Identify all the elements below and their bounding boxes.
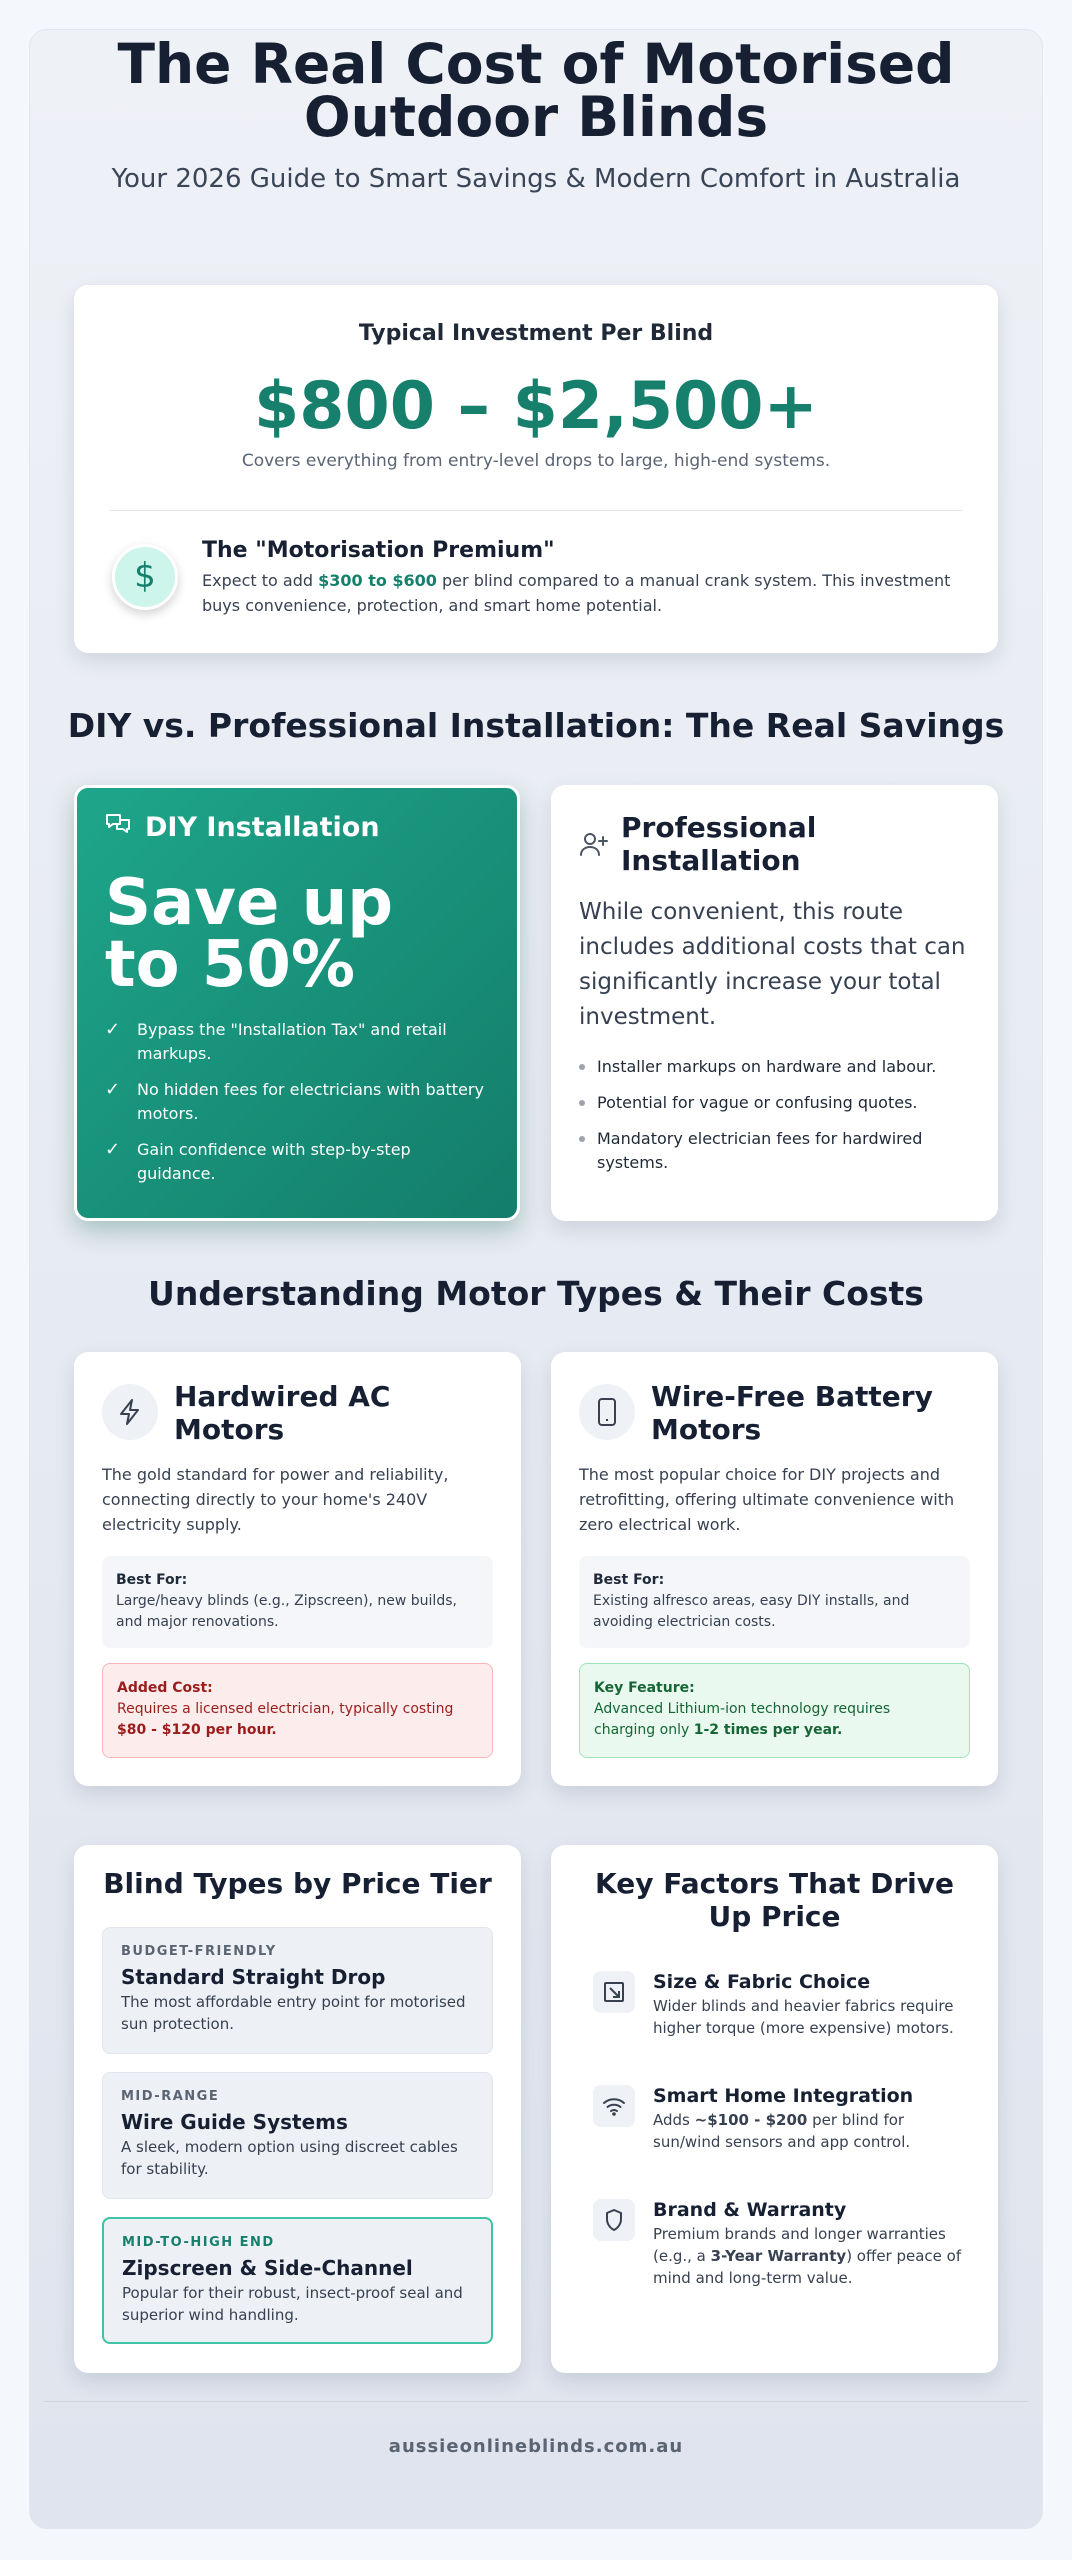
diy-title: DIY Installation bbox=[145, 812, 380, 843]
tier-title: Zipscreen & Side-Channel bbox=[122, 2256, 413, 2280]
bullet-icon bbox=[579, 1136, 585, 1142]
premium-title: The "Motorisation Premium" bbox=[202, 538, 555, 563]
pro-title-line-2: Installation bbox=[621, 844, 801, 877]
price-factors-heading bbox=[551, 1867, 998, 1933]
tier-description: The most affordable entry point for motorised sun protection. bbox=[121, 1993, 466, 2033]
factor-text-pre: Adds bbox=[653, 2111, 695, 2129]
tier-label: MID-RANGE bbox=[121, 2089, 220, 2104]
footer-site: aussieonlineblinds.com.au bbox=[388, 2436, 684, 2457]
pro-card bbox=[551, 785, 998, 1221]
check-icon: ✓ bbox=[105, 1079, 121, 1100]
motors-heading: Understanding Motor Types & Their Costs bbox=[148, 1274, 924, 1313]
factor-title: Brand & Warranty bbox=[653, 2199, 847, 2221]
battery-motor-description: The most popular choice for DIY projects and retrofitting, offering ultimate convenience with zero electrical work. bbox=[579, 1465, 955, 1534]
factor-brand-warranty bbox=[593, 2199, 968, 2289]
battery-motor-card bbox=[551, 1352, 998, 1786]
premium-text-pre: Expect to add bbox=[202, 571, 319, 590]
factor-content bbox=[653, 2199, 968, 2289]
list-item bbox=[579, 1055, 970, 1079]
key-feature-label: Key Feature: bbox=[594, 1680, 695, 1696]
pro-title bbox=[621, 811, 816, 877]
tier-label: BUDGET-FRIENDLY bbox=[121, 1944, 277, 1959]
factor-text bbox=[653, 2223, 968, 2289]
factor-highlight: 3-Year Warranty bbox=[710, 2247, 847, 2265]
premium-highlight: $300 to $600 bbox=[318, 571, 437, 590]
title-line-2: Outdoor Blinds bbox=[303, 85, 769, 149]
pro-point: Mandatory electrician fees for hardwired systems. bbox=[597, 1129, 923, 1172]
footer-divider bbox=[44, 2401, 1028, 2402]
bullet-icon bbox=[579, 1064, 585, 1070]
pro-description: While convenient, this route includes additional costs that can significantly increase your total investment. bbox=[579, 899, 966, 1030]
tier-mid-range bbox=[102, 2072, 493, 2199]
tier-mid-to-high bbox=[102, 2217, 493, 2344]
investment-value: $800 – $2,500+ bbox=[254, 369, 818, 444]
factor-content bbox=[653, 1971, 968, 2039]
tier-title: Standard Straight Drop bbox=[121, 1965, 386, 1989]
factor-text bbox=[653, 1995, 968, 2039]
title-line-1: The Real Cost of Motorised bbox=[117, 32, 955, 96]
list-item bbox=[105, 1078, 493, 1126]
premium-text-post: per blind compared to a manual crank system. This investment buys convenience, protection, and smart home potential. bbox=[202, 571, 951, 615]
shield-icon bbox=[593, 2199, 635, 2241]
battery-title-line-2: Motors bbox=[651, 1413, 762, 1446]
factor-size-fabric bbox=[593, 1971, 968, 2039]
diy-point: Bypass the "Installation Tax" and retail markups. bbox=[137, 1020, 447, 1063]
battery-best-for-box bbox=[579, 1556, 970, 1648]
key-feature-text: Advanced Lithium-ion technology requires charging only bbox=[594, 1701, 891, 1738]
ac-title-line-2: Motors bbox=[174, 1413, 285, 1446]
diy-point: Gain confidence with step-by-step guidance. bbox=[137, 1140, 411, 1183]
investment-card bbox=[74, 285, 998, 653]
battery-motor-title bbox=[651, 1380, 978, 1446]
battery-title-line-1: Wire-Free Battery bbox=[651, 1380, 933, 1413]
chat-icon bbox=[105, 812, 131, 843]
best-for-label: Best For: bbox=[593, 1572, 665, 1588]
diy-benefits-list bbox=[105, 1018, 493, 1198]
page-title bbox=[0, 32, 1072, 149]
list-item bbox=[105, 1018, 493, 1066]
factors-heading-line-1: Key Factors That Drive bbox=[595, 1867, 954, 1900]
factor-title: Size & Fabric Choice bbox=[653, 1971, 871, 1993]
divider bbox=[110, 510, 962, 511]
diy-card bbox=[74, 785, 520, 1221]
installation-heading: DIY vs. Professional Installation: The Real Savings bbox=[67, 706, 1005, 745]
tier-description: Popular for their robust, insect-proof seal and superior wind handling. bbox=[122, 2284, 463, 2324]
ac-best-for-box bbox=[102, 1556, 493, 1648]
factor-text-pre: Wider blinds and heavier fabrics require higher torque (more expensive) motors. bbox=[653, 1997, 954, 2037]
best-for-text: Large/heavy blinds (e.g., Zipscreen), new builds, and major renovations. bbox=[116, 1593, 457, 1630]
pro-point: Installer markups on hardware and labour. bbox=[597, 1057, 937, 1076]
ac-motor-description: The gold standard for power and reliability, connecting directly to your home's 240V electricity supply. bbox=[102, 1465, 449, 1534]
ac-motor-card bbox=[74, 1352, 521, 1786]
factor-text-post: per blind for sun/wind sensors and app control. bbox=[653, 2111, 911, 2151]
factor-text bbox=[653, 2109, 968, 2153]
factor-content bbox=[653, 2085, 968, 2153]
tier-budget bbox=[102, 1927, 493, 2054]
list-item bbox=[579, 1091, 970, 1115]
ac-title-line-1: Hardwired AC bbox=[174, 1380, 391, 1413]
added-cost-label: Added Cost: bbox=[117, 1680, 213, 1696]
added-cost-highlight: $80 - $120 per hour. bbox=[117, 1722, 277, 1738]
dollar-icon: $ bbox=[112, 544, 178, 610]
investment-note: Covers everything from entry-level drops to large, high-end systems. bbox=[241, 451, 831, 471]
price-tier-heading: Blind Types by Price Tier bbox=[103, 1867, 492, 1900]
pro-title-line-1: Professional bbox=[621, 811, 817, 844]
ac-motor-title bbox=[174, 1380, 501, 1446]
diy-point: No hidden fees for electricians with battery motors. bbox=[137, 1080, 484, 1123]
battery-key-feature-box bbox=[579, 1663, 970, 1758]
pro-header bbox=[579, 811, 978, 877]
factor-title: Smart Home Integration bbox=[653, 2085, 914, 2107]
factor-text-post: ) offer peace of mind and long-term value. bbox=[653, 2247, 962, 2287]
added-cost-text: Requires a licensed electrician, typically costing bbox=[117, 1701, 454, 1717]
page-subtitle: Your 2026 Guide to Smart Savings & Modern Comfort in Australia bbox=[111, 164, 961, 194]
factors-heading-line-2: Up Price bbox=[708, 1900, 841, 1933]
investment-label: Typical Investment Per Blind bbox=[358, 321, 714, 346]
factor-text-pre: Premium brands and longer warranties (e.g., a bbox=[653, 2225, 946, 2265]
list-item bbox=[105, 1138, 493, 1186]
phone-icon bbox=[579, 1384, 635, 1440]
price-tier-card bbox=[74, 1845, 521, 2373]
check-icon: ✓ bbox=[105, 1139, 121, 1160]
resize-icon bbox=[593, 1971, 635, 2013]
user-plus-icon bbox=[579, 831, 609, 877]
tier-label: MID-TO-HIGH END bbox=[122, 2235, 275, 2250]
best-for-text: Existing alfresco areas, easy DIY installs, and avoiding electrician costs. bbox=[593, 1593, 910, 1630]
key-feature-highlight: 1-2 times per year. bbox=[693, 1722, 843, 1738]
premium-text bbox=[202, 568, 962, 618]
diy-headline-line-1: Save up bbox=[105, 866, 394, 940]
ac-added-cost-box bbox=[102, 1663, 493, 1758]
check-icon: ✓ bbox=[105, 1019, 121, 1040]
factor-smart-home bbox=[593, 2085, 968, 2153]
pro-point: Potential for vague or confusing quotes. bbox=[597, 1093, 918, 1112]
bullet-icon bbox=[579, 1100, 585, 1106]
tier-description: A sleek, modern option using discreet cables for stability. bbox=[121, 2138, 458, 2178]
factor-highlight: ~$100 - $200 bbox=[694, 2111, 808, 2129]
list-item bbox=[579, 1127, 970, 1175]
diy-savings-headline bbox=[105, 866, 497, 1002]
tier-title: Wire Guide Systems bbox=[121, 2110, 348, 2134]
lightning-icon bbox=[102, 1384, 158, 1440]
diy-headline-line-2: to 50% bbox=[105, 928, 356, 1002]
price-factors-card bbox=[551, 1845, 998, 2373]
diy-header bbox=[105, 812, 380, 843]
pro-costs-list bbox=[579, 1055, 970, 1187]
wifi-icon bbox=[593, 2085, 635, 2127]
best-for-label: Best For: bbox=[116, 1572, 188, 1588]
